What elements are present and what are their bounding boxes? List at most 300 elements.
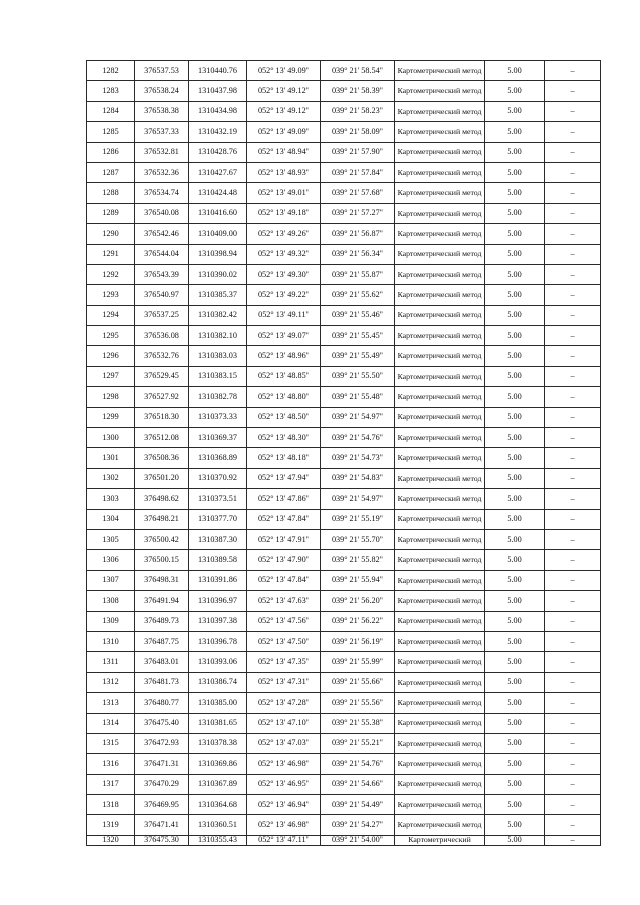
- cell-latitude: 052° 13' 46.98": [247, 754, 321, 774]
- cell-coord-y: 1310369.37: [189, 428, 247, 448]
- cell-method: Картометрический метод: [395, 81, 485, 101]
- cell-coord-y: 1310381.65: [189, 713, 247, 733]
- cell-method: Картометрический метод: [395, 713, 485, 733]
- coordinates-table: [86, 60, 601, 846]
- cell-note: –: [545, 142, 601, 162]
- cell-coord-y: 1310387.30: [189, 529, 247, 549]
- cell-coord-x: 376540.97: [135, 285, 189, 305]
- cell-longitude: 039° 21' 54.76": [321, 428, 395, 448]
- table-row: [87, 693, 601, 713]
- cell-accuracy: 5.00: [485, 733, 545, 753]
- cell-point-number: 1297: [87, 366, 135, 386]
- table-row: [87, 774, 601, 794]
- cell-method: Картометрический метод: [395, 774, 485, 794]
- cell-method: Картометрический метод: [395, 122, 485, 142]
- cell-longitude: 039° 21' 55.56": [321, 693, 395, 713]
- cell-method: Картометрический метод: [395, 224, 485, 244]
- cell-point-number: 1295: [87, 326, 135, 346]
- cell-longitude: 039° 21' 56.22": [321, 611, 395, 631]
- cell-longitude: 039° 21' 54.73": [321, 448, 395, 468]
- cell-accuracy: 5.00: [485, 754, 545, 774]
- cell-note: –: [545, 509, 601, 529]
- cell-accuracy: 5.00: [485, 631, 545, 651]
- cell-longitude: 039° 21' 57.27": [321, 203, 395, 223]
- cell-point-number: 1314: [87, 713, 135, 733]
- cell-latitude: 052° 13' 48.93": [247, 162, 321, 182]
- cell-longitude: 039° 21' 55.62": [321, 285, 395, 305]
- cell-method: Картометрический метод: [395, 489, 485, 509]
- cell-note: –: [545, 162, 601, 182]
- cell-point-number: 1311: [87, 652, 135, 672]
- cell-coord-x: 376542.46: [135, 224, 189, 244]
- cell-note: –: [545, 815, 601, 835]
- cell-longitude: 039° 21' 56.19": [321, 631, 395, 651]
- cell-note: –: [545, 203, 601, 223]
- cell-coord-y: 1310416.60: [189, 203, 247, 223]
- cell-method: Картометрический метод: [395, 631, 485, 651]
- cell-longitude: 039° 21' 58.54": [321, 61, 395, 81]
- cell-note: –: [545, 754, 601, 774]
- cell-coord-y: 1310382.78: [189, 387, 247, 407]
- cell-method: Картометрический метод: [395, 264, 485, 284]
- cell-point-number: 1300: [87, 428, 135, 448]
- cell-coord-y: 1310440.76: [189, 61, 247, 81]
- cell-point-number: 1290: [87, 224, 135, 244]
- cell-method: Картометрический метод: [395, 142, 485, 162]
- cell-coord-y: 1310382.10: [189, 326, 247, 346]
- cell-coord-x: 376532.81: [135, 142, 189, 162]
- cell-method: Картометрический метод: [395, 285, 485, 305]
- cell-coord-y: 1310373.33: [189, 407, 247, 427]
- cell-note: –: [545, 387, 601, 407]
- cell-coord-x: 376498.21: [135, 509, 189, 529]
- table-row: [87, 244, 601, 264]
- table-row: [87, 183, 601, 203]
- cell-latitude: 052° 13' 49.11": [247, 305, 321, 325]
- cell-point-number: 1293: [87, 285, 135, 305]
- cell-method: Картометрический метод: [395, 387, 485, 407]
- cell-method: Картометрический метод: [395, 468, 485, 488]
- cell-coord-x: 376469.95: [135, 795, 189, 815]
- cell-accuracy: 5.00: [485, 346, 545, 366]
- cell-coord-x: 376480.77: [135, 693, 189, 713]
- cell-method: Картометрический метод: [395, 815, 485, 835]
- cell-point-number: 1299: [87, 407, 135, 427]
- cell-method: Картометрический метод: [395, 509, 485, 529]
- cell-accuracy: 5.00: [485, 183, 545, 203]
- cell-method: Картометрический метод: [395, 693, 485, 713]
- cell-accuracy: 5.00: [485, 142, 545, 162]
- table-row: [87, 591, 601, 611]
- cell-latitude: 052° 13' 47.94": [247, 468, 321, 488]
- cell-latitude: 052° 13' 49.32": [247, 244, 321, 264]
- cell-point-number: 1309: [87, 611, 135, 631]
- cell-latitude: 052° 13' 48.96": [247, 346, 321, 366]
- table-row: [87, 61, 601, 81]
- cell-method: Картометрический метод: [395, 529, 485, 549]
- cell-point-number: 1294: [87, 305, 135, 325]
- cell-note: –: [545, 407, 601, 427]
- cell-note: –: [545, 326, 601, 346]
- cell-accuracy: 5.00: [485, 550, 545, 570]
- cell-point-number: 1286: [87, 142, 135, 162]
- cell-coord-y: 1310383.03: [189, 346, 247, 366]
- cell-method: Картометрический метод: [395, 244, 485, 264]
- cell-coord-y: 1310385.37: [189, 285, 247, 305]
- cell-coord-y: 1310396.97: [189, 591, 247, 611]
- cell-latitude: 052° 13' 46.95": [247, 774, 321, 794]
- cell-note: –: [545, 264, 601, 284]
- cell-note: –: [545, 346, 601, 366]
- cell-latitude: 052° 13' 47.03": [247, 733, 321, 753]
- table-row: [87, 489, 601, 509]
- cell-longitude: 039° 21' 55.49": [321, 346, 395, 366]
- cell-latitude: 052° 13' 49.18": [247, 203, 321, 223]
- cell-longitude: 039° 21' 55.46": [321, 305, 395, 325]
- cell-coord-y: 1310427.67: [189, 162, 247, 182]
- cell-point-number: 1313: [87, 693, 135, 713]
- table-row: [87, 713, 601, 733]
- cell-note: –: [545, 428, 601, 448]
- table-row: [87, 733, 601, 753]
- cell-coord-x: 376538.24: [135, 81, 189, 101]
- cell-coord-y: 1310368.89: [189, 448, 247, 468]
- cell-latitude: 052° 13' 46.94": [247, 795, 321, 815]
- cell-point-number: 1302: [87, 468, 135, 488]
- cell-note: –: [545, 672, 601, 692]
- cell-accuracy: 5.00: [485, 795, 545, 815]
- cell-accuracy: 5.00: [485, 101, 545, 121]
- cell-coord-x: 376518.30: [135, 407, 189, 427]
- cell-coord-x: 376527.92: [135, 387, 189, 407]
- cell-note: –: [545, 448, 601, 468]
- cell-accuracy: 5.00: [485, 428, 545, 448]
- cell-coord-x: 376491.94: [135, 591, 189, 611]
- cell-coord-x: 376498.31: [135, 570, 189, 590]
- cell-accuracy: 5.00: [485, 61, 545, 81]
- cell-accuracy: 5.00: [485, 305, 545, 325]
- cell-coord-x: 376470.29: [135, 774, 189, 794]
- cell-latitude: 052° 13' 49.01": [247, 183, 321, 203]
- cell-longitude: 039° 21' 54.00": [321, 835, 395, 845]
- table-row: [87, 509, 601, 529]
- cell-coord-y: 1310373.51: [189, 489, 247, 509]
- cell-point-number: 1318: [87, 795, 135, 815]
- table-row: [87, 366, 601, 386]
- cell-latitude: 052° 13' 49.22": [247, 285, 321, 305]
- cell-note: –: [545, 122, 601, 142]
- cell-note: –: [545, 733, 601, 753]
- cell-coord-y: 1310393.06: [189, 652, 247, 672]
- cell-accuracy: 5.00: [485, 366, 545, 386]
- cell-point-number: 1306: [87, 550, 135, 570]
- table-row: [87, 795, 601, 815]
- cell-accuracy: 5.00: [485, 448, 545, 468]
- cell-coord-x: 376537.53: [135, 61, 189, 81]
- cell-note: –: [545, 224, 601, 244]
- cell-point-number: 1282: [87, 61, 135, 81]
- table-row: [87, 448, 601, 468]
- cell-accuracy: 5.00: [485, 244, 545, 264]
- cell-note: –: [545, 795, 601, 815]
- table-row: [87, 754, 601, 774]
- cell-method: Картометрический метод: [395, 795, 485, 815]
- cell-longitude: 039° 21' 56.87": [321, 224, 395, 244]
- cell-coord-y: 1310367.89: [189, 774, 247, 794]
- cell-note: –: [545, 652, 601, 672]
- cell-longitude: 039° 21' 55.45": [321, 326, 395, 346]
- table-row: [87, 122, 601, 142]
- table-row: [87, 346, 601, 366]
- cell-longitude: 039° 21' 55.21": [321, 733, 395, 753]
- cell-longitude: 039° 21' 55.70": [321, 529, 395, 549]
- table-row: [87, 428, 601, 448]
- cell-coord-x: 376532.36: [135, 162, 189, 182]
- cell-method: Картометрический метод: [395, 346, 485, 366]
- cell-latitude: 052° 13' 48.80": [247, 387, 321, 407]
- cell-method: Картометрический метод: [395, 326, 485, 346]
- cell-coord-x: 376475.40: [135, 713, 189, 733]
- cell-method: Картометрический метод: [395, 652, 485, 672]
- table-row: [87, 835, 601, 845]
- cell-latitude: 052° 13' 49.07": [247, 326, 321, 346]
- cell-longitude: 039° 21' 57.90": [321, 142, 395, 162]
- cell-method: Картометрический метод: [395, 672, 485, 692]
- cell-accuracy: 5.00: [485, 570, 545, 590]
- cell-point-number: 1288: [87, 183, 135, 203]
- table-row: [87, 326, 601, 346]
- cell-method: Картометрический метод: [395, 611, 485, 631]
- cell-note: –: [545, 550, 601, 570]
- cell-coord-x: 376481.73: [135, 672, 189, 692]
- cell-accuracy: 5.00: [485, 81, 545, 101]
- cell-accuracy: 5.00: [485, 224, 545, 244]
- cell-note: –: [545, 305, 601, 325]
- cell-note: –: [545, 631, 601, 651]
- cell-latitude: 052° 13' 48.94": [247, 142, 321, 162]
- cell-latitude: 052° 13' 47.35": [247, 652, 321, 672]
- cell-longitude: 039° 21' 54.27": [321, 815, 395, 835]
- cell-longitude: 039° 21' 54.49": [321, 795, 395, 815]
- cell-note: –: [545, 774, 601, 794]
- table-row: [87, 815, 601, 835]
- cell-note: –: [545, 591, 601, 611]
- cell-latitude: 052° 13' 48.85": [247, 366, 321, 386]
- cell-longitude: 039° 21' 55.99": [321, 652, 395, 672]
- cell-method: Картометрический метод: [395, 591, 485, 611]
- cell-latitude: 052° 13' 47.50": [247, 631, 321, 651]
- cell-latitude: 052° 13' 48.50": [247, 407, 321, 427]
- cell-coord-x: 376483.01: [135, 652, 189, 672]
- cell-longitude: 039° 21' 58.23": [321, 101, 395, 121]
- cell-note: –: [545, 244, 601, 264]
- cell-point-number: 1296: [87, 346, 135, 366]
- cell-longitude: 039° 21' 55.48": [321, 387, 395, 407]
- cell-latitude: 052° 13' 46.98": [247, 815, 321, 835]
- cell-coord-y: 1310355.43: [189, 835, 247, 845]
- cell-method: Картометрический метод: [395, 428, 485, 448]
- cell-coord-y: 1310432.19: [189, 122, 247, 142]
- cell-point-number: 1283: [87, 81, 135, 101]
- cell-method: Картометрический метод: [395, 61, 485, 81]
- cell-longitude: 039° 21' 54.83": [321, 468, 395, 488]
- cell-accuracy: 5.00: [485, 264, 545, 284]
- cell-method: Картометрический метод: [395, 754, 485, 774]
- cell-note: –: [545, 81, 601, 101]
- cell-longitude: 039° 21' 56.20": [321, 591, 395, 611]
- cell-latitude: 052° 13' 49.30": [247, 264, 321, 284]
- cell-note: –: [545, 529, 601, 549]
- table-row: [87, 611, 601, 631]
- cell-accuracy: 5.00: [485, 489, 545, 509]
- cell-coord-x: 376537.25: [135, 305, 189, 325]
- cell-point-number: 1319: [87, 815, 135, 835]
- cell-coord-x: 376487.75: [135, 631, 189, 651]
- cell-accuracy: 5.00: [485, 652, 545, 672]
- cell-accuracy: 5.00: [485, 407, 545, 427]
- cell-point-number: 1315: [87, 733, 135, 753]
- cell-point-number: 1287: [87, 162, 135, 182]
- cell-accuracy: 5.00: [485, 815, 545, 835]
- cell-method: Картометрический метод: [395, 101, 485, 121]
- cell-longitude: 039° 21' 57.68": [321, 183, 395, 203]
- cell-method: Картометрический метод: [395, 366, 485, 386]
- table-row: [87, 285, 601, 305]
- cell-coord-y: 1310397.38: [189, 611, 247, 631]
- cell-coord-y: 1310382.42: [189, 305, 247, 325]
- cell-latitude: 052° 13' 49.12": [247, 81, 321, 101]
- table-row: [87, 203, 601, 223]
- cell-latitude: 052° 13' 47.91": [247, 529, 321, 549]
- cell-point-number: 1301: [87, 448, 135, 468]
- cell-accuracy: 5.00: [485, 326, 545, 346]
- cell-longitude: 039° 21' 55.94": [321, 570, 395, 590]
- table-row: [87, 81, 601, 101]
- cell-accuracy: 5.00: [485, 122, 545, 142]
- cell-coord-x: 376500.42: [135, 529, 189, 549]
- cell-coord-x: 376512.08: [135, 428, 189, 448]
- cell-point-number: 1284: [87, 101, 135, 121]
- cell-note: –: [545, 570, 601, 590]
- cell-coord-x: 376537.33: [135, 122, 189, 142]
- cell-coord-x: 376508.36: [135, 448, 189, 468]
- cell-coord-x: 376538.38: [135, 101, 189, 121]
- cell-latitude: 052° 13' 47.84": [247, 570, 321, 590]
- cell-coord-y: 1310396.78: [189, 631, 247, 651]
- cell-coord-x: 376532.76: [135, 346, 189, 366]
- cell-coord-x: 376543.39: [135, 264, 189, 284]
- table-row: [87, 468, 601, 488]
- cell-coord-x: 376501.20: [135, 468, 189, 488]
- cell-coord-x: 376471.31: [135, 754, 189, 774]
- cell-longitude: 039° 21' 55.66": [321, 672, 395, 692]
- cell-accuracy: 5.00: [485, 285, 545, 305]
- cell-point-number: 1310: [87, 631, 135, 651]
- cell-latitude: 052° 13' 49.09": [247, 61, 321, 81]
- cell-note: –: [545, 101, 601, 121]
- cell-point-number: 1317: [87, 774, 135, 794]
- cell-accuracy: 5.00: [485, 509, 545, 529]
- cell-method: Картометрический метод: [395, 203, 485, 223]
- table-row: [87, 407, 601, 427]
- cell-method: Картометрический метод: [395, 570, 485, 590]
- cell-point-number: 1312: [87, 672, 135, 692]
- cell-coord-y: 1310390.02: [189, 264, 247, 284]
- cell-latitude: 052° 13' 47.86": [247, 489, 321, 509]
- cell-accuracy: 5.00: [485, 611, 545, 631]
- cell-coord-y: 1310424.48: [189, 183, 247, 203]
- cell-coord-x: 376536.08: [135, 326, 189, 346]
- cell-method: Картометрический метод: [395, 162, 485, 182]
- cell-point-number: 1303: [87, 489, 135, 509]
- cell-accuracy: 5.00: [485, 774, 545, 794]
- cell-longitude: 039° 21' 54.66": [321, 774, 395, 794]
- cell-coord-y: 1310389.58: [189, 550, 247, 570]
- cell-method: Картометрический метод: [395, 733, 485, 753]
- cell-coord-x: 376472.93: [135, 733, 189, 753]
- table-row: [87, 570, 601, 590]
- cell-coord-y: 1310434.98: [189, 101, 247, 121]
- cell-note: –: [545, 713, 601, 733]
- cell-method: Картометрический метод: [395, 550, 485, 570]
- cell-point-number: 1305: [87, 529, 135, 549]
- cell-longitude: 039° 21' 55.87": [321, 264, 395, 284]
- cell-coord-y: 1310383.15: [189, 366, 247, 386]
- cell-coord-y: 1310364.68: [189, 795, 247, 815]
- cell-accuracy: 5.00: [485, 693, 545, 713]
- cell-point-number: 1289: [87, 203, 135, 223]
- table-row: [87, 162, 601, 182]
- cell-coord-y: 1310385.00: [189, 693, 247, 713]
- cell-note: –: [545, 183, 601, 203]
- table-row: [87, 142, 601, 162]
- table-row: [87, 305, 601, 325]
- cell-latitude: 052° 13' 47.10": [247, 713, 321, 733]
- cell-longitude: 039° 21' 55.50": [321, 366, 395, 386]
- cell-longitude: 039° 21' 54.97": [321, 489, 395, 509]
- cell-method: Картометрический метод: [395, 183, 485, 203]
- cell-point-number: 1320: [87, 835, 135, 845]
- cell-point-number: 1285: [87, 122, 135, 142]
- cell-method: Картометрический метод: [395, 448, 485, 468]
- cell-coord-y: 1310437.98: [189, 81, 247, 101]
- cell-accuracy: 5.00: [485, 591, 545, 611]
- cell-coord-x: 376540.08: [135, 203, 189, 223]
- cell-point-number: 1298: [87, 387, 135, 407]
- cell-latitude: 052° 13' 47.11": [247, 835, 321, 845]
- cell-note: –: [545, 285, 601, 305]
- cell-longitude: 039° 21' 54.76": [321, 754, 395, 774]
- cell-coord-y: 1310391.86: [189, 570, 247, 590]
- cell-latitude: 052° 13' 49.12": [247, 101, 321, 121]
- cell-point-number: 1291: [87, 244, 135, 264]
- cell-longitude: 039° 21' 55.38": [321, 713, 395, 733]
- cell-latitude: 052° 13' 47.56": [247, 611, 321, 631]
- cell-coord-y: 1310378.38: [189, 733, 247, 753]
- cell-coord-x: 376544.04: [135, 244, 189, 264]
- table-row: [87, 652, 601, 672]
- cell-accuracy: 5.00: [485, 387, 545, 407]
- cell-longitude: 039° 21' 54.97": [321, 407, 395, 427]
- table-row: [87, 387, 601, 407]
- cell-coord-x: 376498.62: [135, 489, 189, 509]
- cell-coord-x: 376475.30: [135, 835, 189, 845]
- cell-longitude: 039° 21' 55.82": [321, 550, 395, 570]
- cell-latitude: 052° 13' 48.18": [247, 448, 321, 468]
- cell-coord-y: 1310369.86: [189, 754, 247, 774]
- cell-coord-y: 1310370.92: [189, 468, 247, 488]
- cell-point-number: 1307: [87, 570, 135, 590]
